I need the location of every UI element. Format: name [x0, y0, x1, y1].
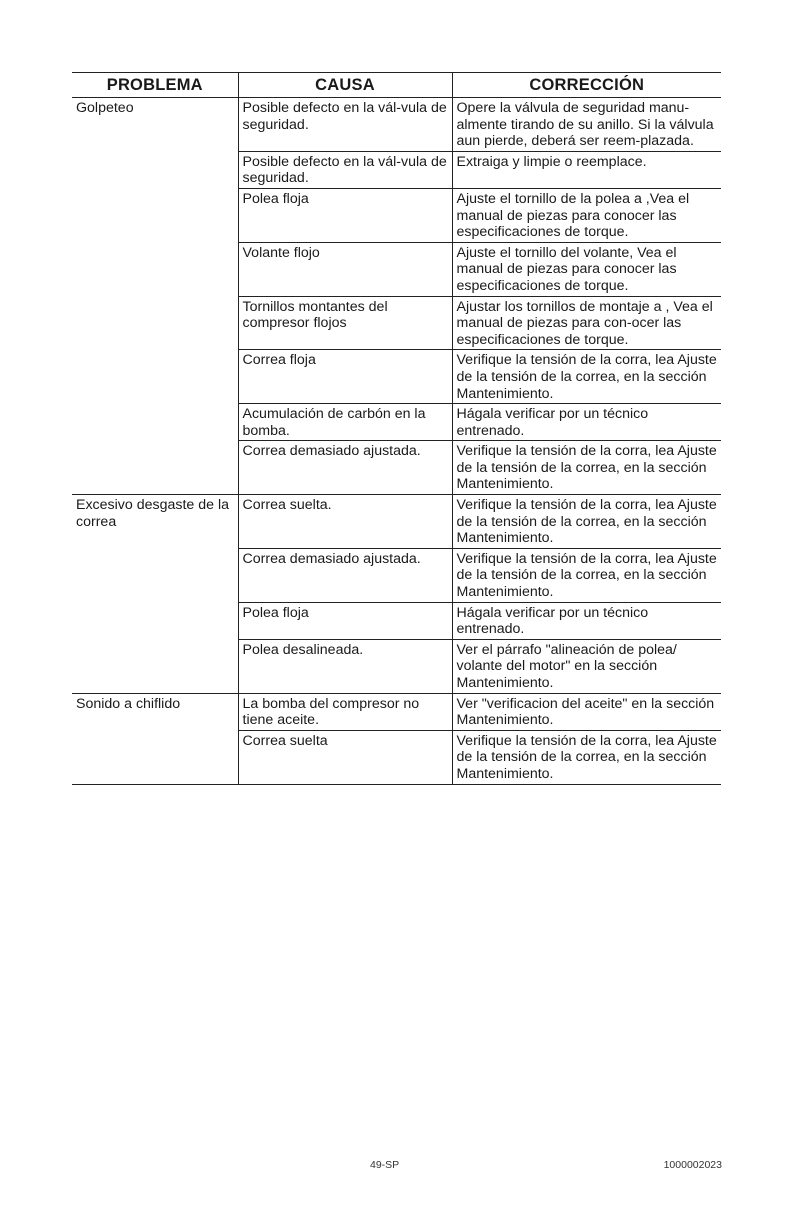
cause-cell: Acumulación de carbón en la bomba. — [238, 404, 452, 441]
correction-cell: Verifique la tensión de la corra, lea Ajuste de la tensión de la correa, en la sección Mantenimiento. — [452, 441, 721, 495]
correction-cell: Extraiga y limpie o reemplace. — [452, 151, 721, 188]
cause-cell: La bomba del compresor no tiene aceite. — [238, 693, 452, 730]
troubleshooting-table — [72, 72, 721, 785]
cause-cell: Polea floja — [238, 188, 452, 242]
correction-cell: Hágala verificar por un técnico entrenado. — [452, 602, 721, 639]
cause-cell: Volante flojo — [238, 242, 452, 296]
cause-cell: Correa suelta. — [238, 495, 452, 549]
cause-cell: Polea desalineada. — [238, 639, 452, 693]
table-row — [72, 98, 721, 152]
document-code: 1000002023 — [663, 1159, 722, 1171]
correction-cell: Ver "verificacion del aceite" en la sección Mantenimiento. — [452, 693, 721, 730]
header-row — [72, 73, 721, 98]
cause-cell: Correa suelta — [238, 730, 452, 784]
cause-cell: Posible defecto en la vál-vula de seguridad. — [238, 98, 452, 152]
page-number: 49-SP — [370, 1159, 400, 1171]
cause-cell: Posible defecto en la vál-vula de seguridad. — [238, 151, 452, 188]
cause-cell: Polea floja — [238, 602, 452, 639]
correction-cell: Hágala verificar por un técnico entrenado. — [452, 404, 721, 441]
correction-cell: Ajuste el tornillo de la polea a ,Vea el manual de piezas para conocer las especificaciones de torque. — [452, 188, 721, 242]
correction-cell: Verifique la tensión de la corra, lea Ajuste de la tensión de la correa, en la sección Mantenimiento. — [452, 350, 721, 404]
correction-cell: Ver el párrafo "alineación de polea/ volante del motor" en la sección Mantenimiento. — [452, 639, 721, 693]
table-row — [72, 495, 721, 549]
problem-cell: Golpeteo — [72, 98, 238, 495]
correction-cell: Verifique la tensión de la corra, lea Ajuste de la tensión de la correa, en la sección Mantenimiento. — [452, 495, 721, 549]
cause-cell: Tornillos montantes del compresor flojos — [238, 296, 452, 350]
correction-cell: Ajuste el tornillo del volante, Vea el manual de piezas para conocer las especificaciones de torque. — [452, 242, 721, 296]
header-problema: PROBLEMA — [72, 73, 238, 98]
correction-cell: Opere la válvula de seguridad manu-almente tirando de su anillo. Si la válvula aun pierde, deberá ser reem-plazada. — [452, 98, 721, 152]
table-row — [72, 693, 721, 730]
correction-cell: Verifique la tensión de la corra, lea Ajuste de la tensión de la correa, en la sección Mantenimiento. — [452, 548, 721, 602]
header-causa: CAUSA — [238, 73, 452, 98]
correction-cell: Verifique la tensión de la corra, lea Ajuste de la tensión de la correa, en la sección Mantenimiento. — [452, 730, 721, 784]
problem-cell: Excesivo desgaste de la correa — [72, 495, 238, 694]
cause-cell: Correa demasiado ajustada. — [238, 548, 452, 602]
cause-cell: Correa demasiado ajustada. — [238, 441, 452, 495]
correction-cell: Ajustar los tornillos de montaje a , Vea el manual de piezas para con-ocer las especificaciones de torque. — [452, 296, 721, 350]
header-correccion: CORRECCIÓN — [452, 73, 721, 98]
problem-cell: Sonido a chiflido — [72, 693, 238, 784]
cause-cell: Correa floja — [238, 350, 452, 404]
